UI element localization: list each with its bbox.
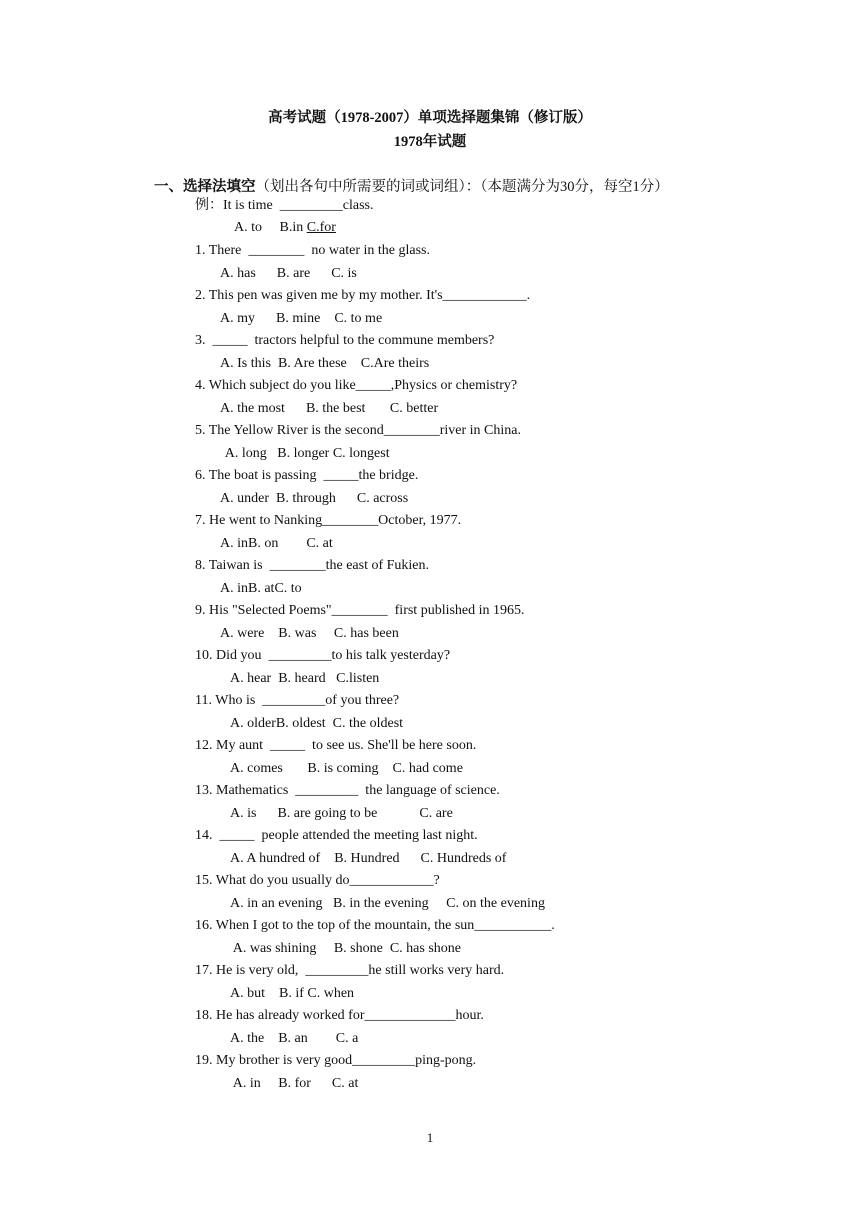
- document-title: 高考试题（1978-2007）单项选择题集锦（修订版）: [268, 110, 592, 126]
- document-subtitle: 1978年试题: [393, 134, 467, 150]
- question-options: A. A hundred of B. Hundred C. Hundreds of: [230, 851, 507, 866]
- question-stem: 18. He has already worked for_____________hour.: [195, 1008, 484, 1023]
- question-stem: 16. When I got to the top of the mountain, the sun___________.: [195, 918, 555, 933]
- question-options: A. olderB. oldest C. the oldest: [230, 716, 404, 731]
- question-options: A. inB. atC. to: [220, 581, 302, 596]
- question-stem: 13. Mathematics _________ the language of science.: [195, 783, 500, 798]
- question-options: A. in an evening B. in the evening C. on the evening: [230, 896, 545, 911]
- question-stem: 8. Taiwan is ________the east of Fukien.: [195, 558, 430, 573]
- question-stem: 9. His "Selected Poems"________ first published in 1965.: [195, 603, 525, 618]
- question-stem: 2. This pen was given me by my mother. It's____________.: [195, 288, 531, 303]
- question-stem: 14. _____ people attended the meeting last night.: [195, 828, 478, 843]
- question-stem: 1. There ________ no water in the glass.: [195, 243, 430, 258]
- question-stem: 4. Which subject do you like_____,Physics or chemistry?: [195, 378, 518, 393]
- example-options: [234, 219, 336, 237]
- question-options: A. were B. was C. has been: [220, 626, 399, 641]
- question-stem: 19. My brother is very good_________ping-pong.: [195, 1053, 477, 1068]
- question-options: A. inB. on C. at: [220, 536, 333, 551]
- question-options: A. was shining B. shone C. has shone: [230, 941, 461, 956]
- question-options: A. comes B. is coming C. had come: [230, 761, 463, 776]
- question-options: A. long B. longer C. longest: [222, 446, 390, 461]
- section-header: [154, 175, 669, 196]
- section-heading: 一、选择法填空: [154, 179, 256, 195]
- question-options: A. the B. an C. a: [230, 1031, 359, 1046]
- question-stem: 15. What do you usually do____________?: [195, 873, 440, 888]
- question-stem: 10. Did you _________to his talk yesterday?: [195, 648, 451, 663]
- page-number: 1: [426, 1130, 434, 1145]
- question-options: A. in B. for C. at: [230, 1076, 359, 1091]
- question-stem: 5. The Yellow River is the second________river in China.: [195, 423, 521, 438]
- example-options-prefix: A. to B.in: [234, 220, 307, 235]
- question-options: A. the most B. the best C. better: [220, 401, 439, 416]
- question-options: A. Is this B. Are these C.Are theirs: [220, 356, 430, 371]
- question-options: A. under B. through C. across: [220, 491, 409, 506]
- question-stem: 6. The boat is passing _____the bridge.: [195, 468, 419, 483]
- question-options: A. but B. if C. when: [230, 986, 355, 1001]
- question-options: A. is B. are going to be C. are: [230, 806, 453, 821]
- question-stem: 7. He went to Nanking________October, 1977.: [195, 513, 462, 528]
- question-stem: 12. My aunt _____ to see us. She'll be here soon.: [195, 738, 477, 753]
- section-instruction: （划出各句中所需要的词或词组）：（本题满分为30分，每空1分）: [255, 179, 669, 195]
- question-options: A. hear B. heard C.listen: [230, 671, 380, 686]
- example-stem: 例：It is time _________class.: [195, 198, 374, 213]
- question-options: A. has B. are C. is: [220, 266, 357, 281]
- question-stem: 11. Who is _________of you three?: [195, 693, 400, 708]
- example-options-answer: C.for: [306, 220, 336, 235]
- question-stem: 17. He is very old, _________he still works very hard.: [195, 963, 505, 978]
- question-stem: 3. _____ tractors helpful to the commune members?: [195, 333, 495, 348]
- question-options: A. my B. mine C. to me: [220, 311, 383, 326]
